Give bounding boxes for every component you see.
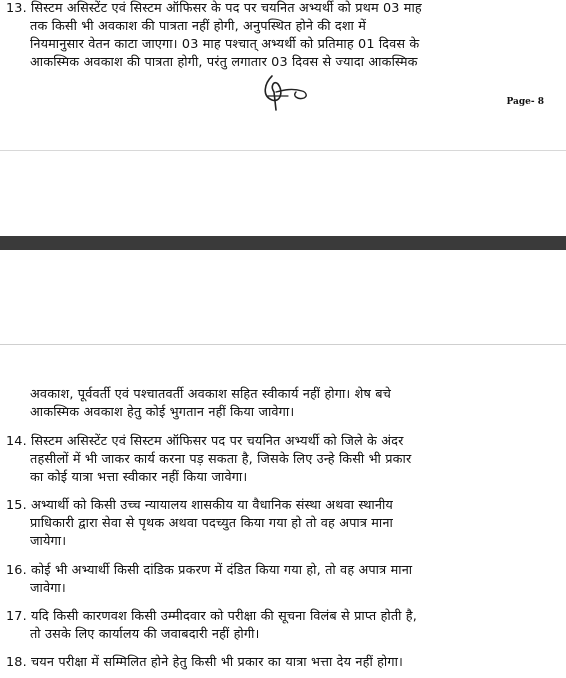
page-gap-bar (0, 236, 566, 250)
item-14-line-2: तहसीलों में भी जाकर कार्य करना पड़ सकता है, जिसके लिए उन्हे किसी भी प्रकार (30, 452, 412, 467)
item-13-line-3: नियमानुसार वेतन काटा जाएगा। 03 माह पश्चात् अभ्यर्थी को प्रतिमाह 01 दिवस के (30, 37, 420, 52)
item-17-line-2: तो उसके लिए कार्यालय की जवाबदारी नहीं होगी। (30, 627, 260, 642)
item-18-line-1: 18. चयन परीक्षा में सम्मिलित होने हेतु किसी भी प्रकार का यात्रा भत्ता देय नहीं होगा। (6, 655, 404, 670)
item-15-line-1: 15. अभ्यार्थी को किसी उच्च न्यायालय शासकीय या वैधानिक संस्था अथवा स्थानीय (6, 498, 393, 513)
item-13-line-4: आकस्मिक अवकाश की पात्रता होगी, परंतु लगातार 03 दिवस से ज्यादा आकस्मिक (30, 55, 418, 70)
continuation-line-1: अवकाश, पूर्ववर्ती एवं पश्चातवर्ती अवकाश सहित स्वीकार्य नहीं होगा। शेष बचे (30, 387, 391, 402)
page-separator-line (0, 150, 566, 151)
item-15-line-2: प्राधिकारी द्वारा सेवा से पृथक अथवा पदच्युत किया गया हो तो वह अपात्र माना (30, 516, 393, 531)
item-14-line-3: का कोई यात्रा भत्ता स्वीकार नहीं किया जावेगा। (30, 470, 248, 485)
page-top-edge (0, 344, 566, 345)
item-17-line-1: 17. यदि किसी कारणवश किसी उम्मीदवार को परीक्षा की सूचना विलंब से प्राप्त होती है, (6, 609, 417, 624)
continuation-line-2: आकस्मिक अवकाश हेतु कोई भुगतान नहीं किया जावेगा। (30, 405, 295, 420)
item-15-line-3: जायेगा। (30, 534, 67, 549)
item-16-line-1: 16. कोई भी अभ्यार्थी किसी दांडिक प्रकरण में दंडित किया गया हो, तो वह अपात्र माना (6, 563, 413, 578)
item-13-line-2: तक किसी भी अवकाश की पात्रता नहीं होगी, अनुपस्थित होने की दशा में (30, 19, 367, 34)
item-13-line-1: 13. सिस्टम असिस्टेंट एवं सिस्टम ऑफिसर के पद पर चयनित अभ्यर्थी को प्रथम 03 माह (6, 1, 422, 16)
signature (258, 70, 318, 116)
page-number: Page- 8 (506, 97, 544, 107)
item-16-line-2: जावेगा। (30, 581, 66, 596)
item-14-line-1: 14. सिस्टम असिस्टेंट एवं सिस्टम ऑफिसर पद पर चयनित अभ्यर्थी को जिले के अंदर (6, 434, 404, 449)
